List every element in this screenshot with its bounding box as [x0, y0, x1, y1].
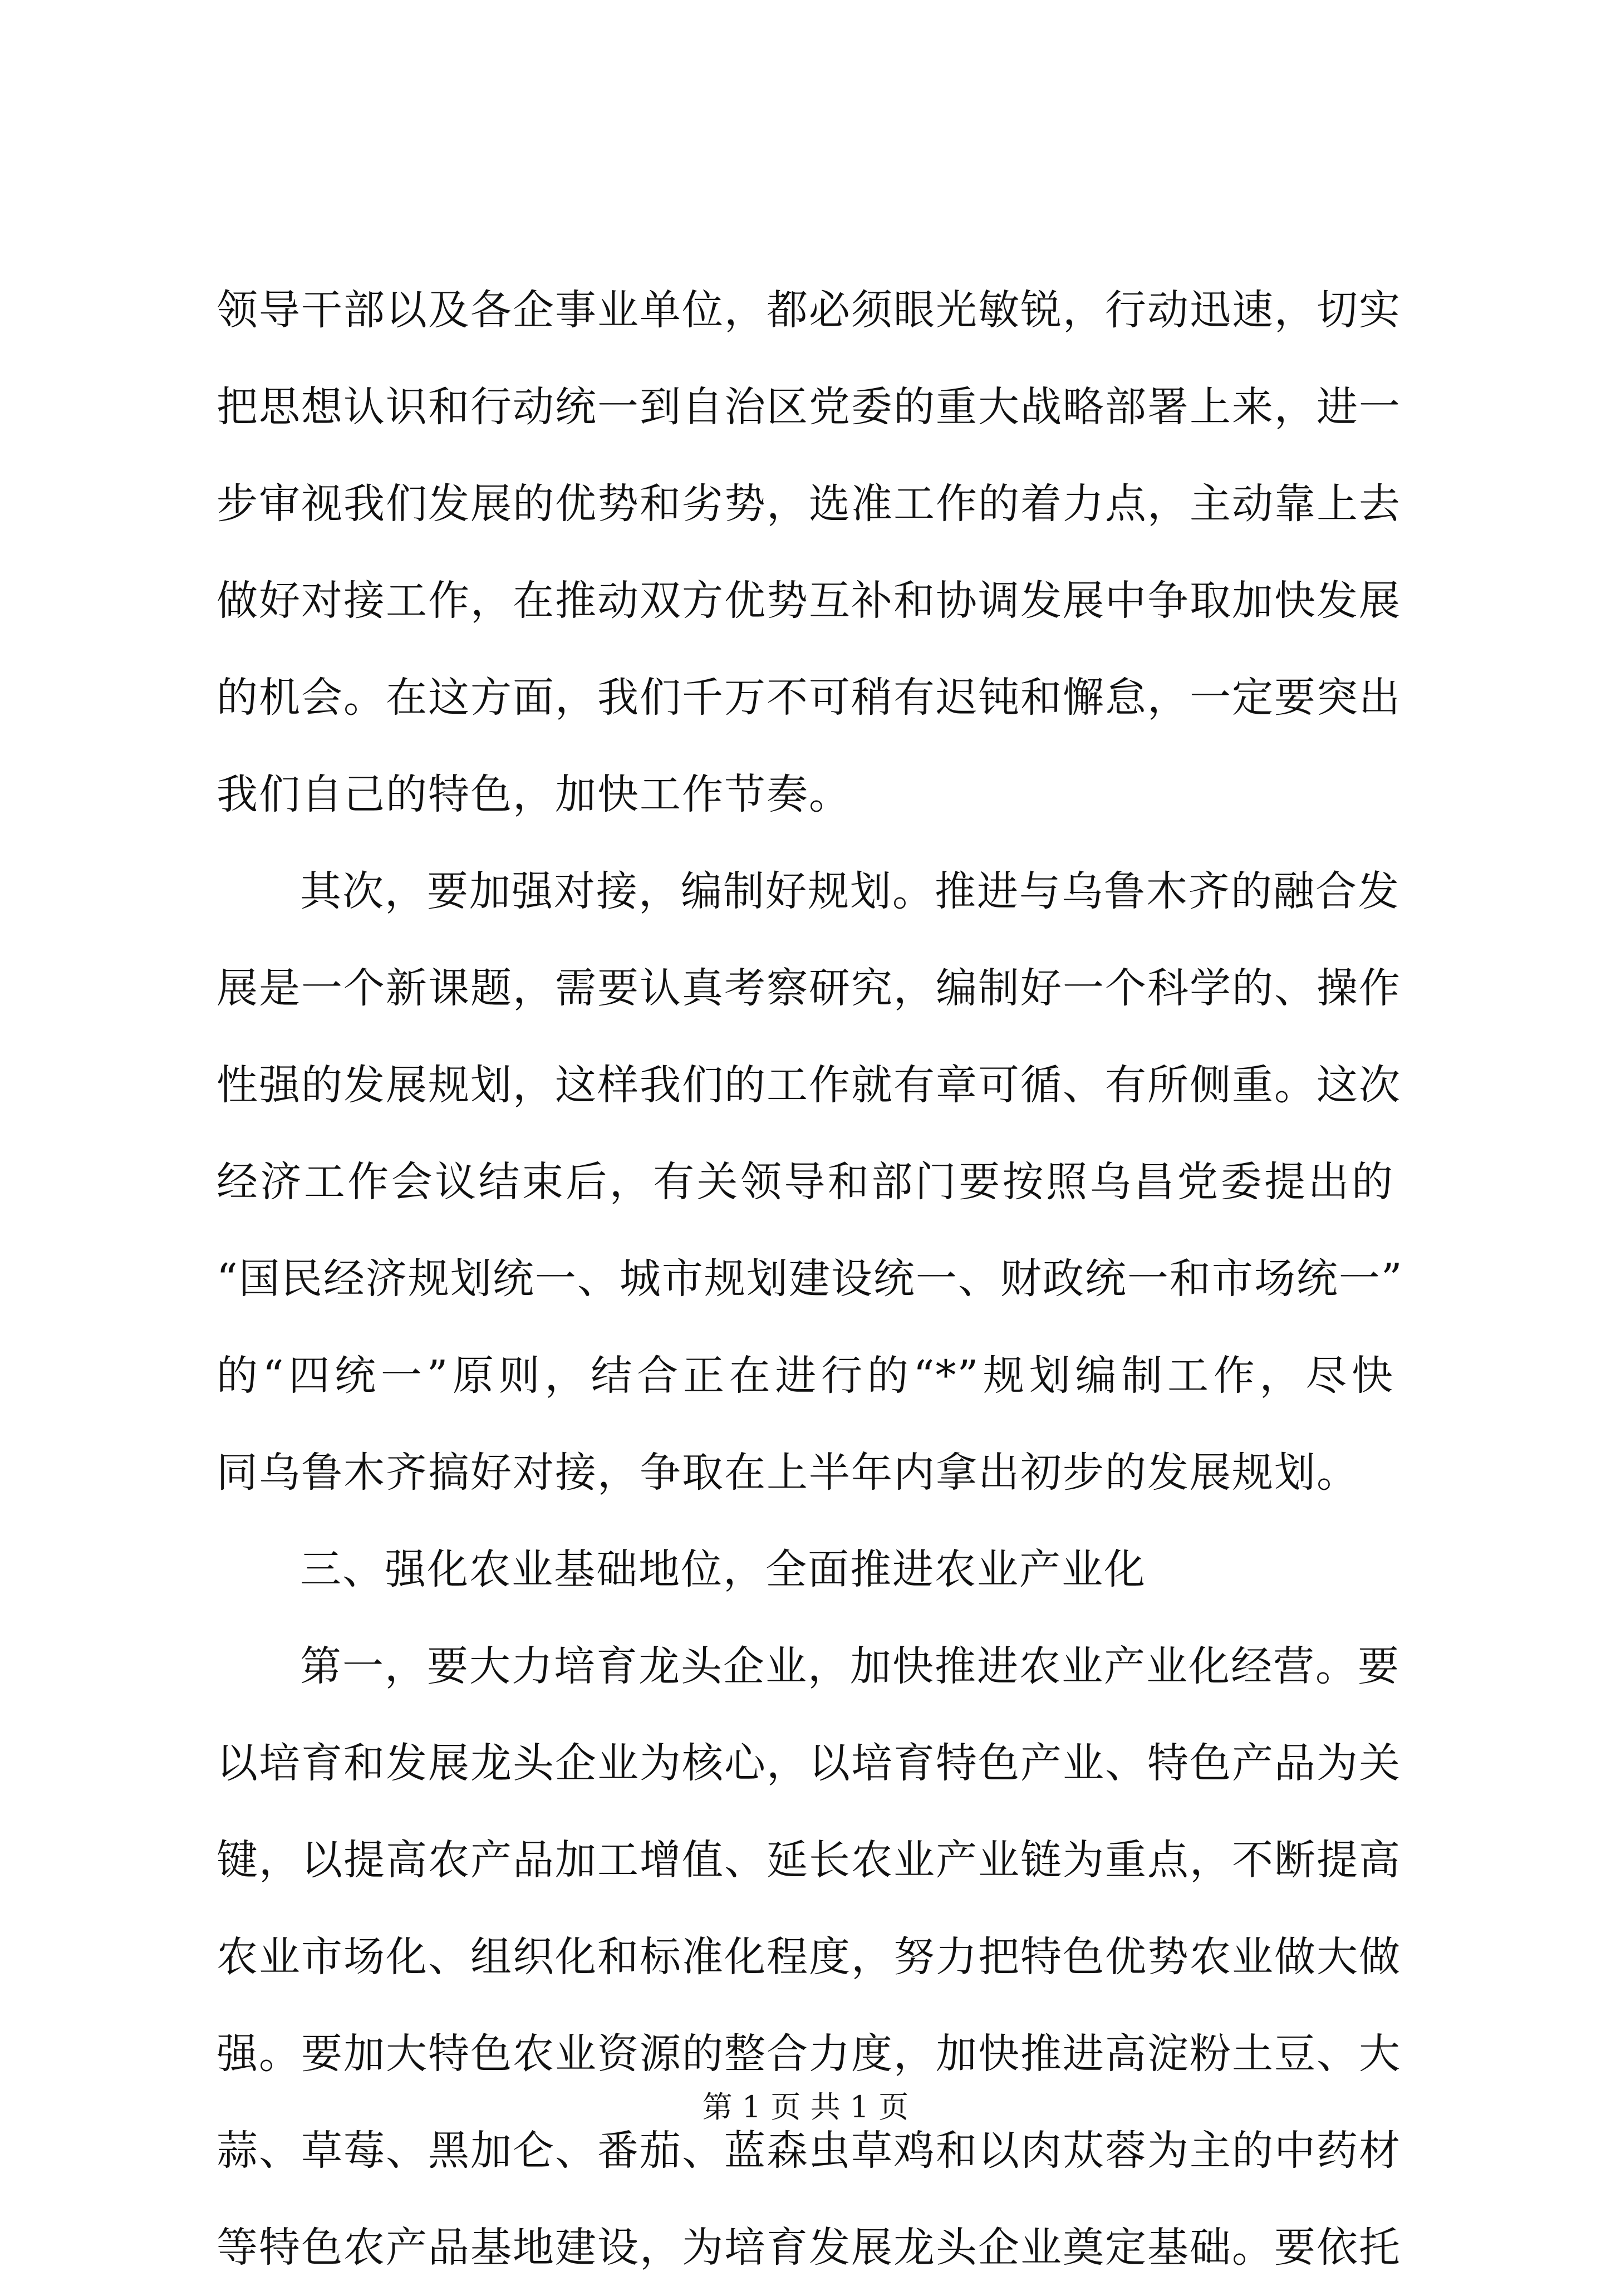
text-line: 蒜、草莓、黑加仑、番茄、蓝森虫草鸡和以肉苁蓉为主的中药材 — [217, 2127, 1401, 2175]
paragraph-start-line: 第一，要大力培育龙头企业，加快推进农业产业化经营。要 — [300, 1642, 1400, 1690]
text-line: 等特色农产品基地建设，为培育发展龙头企业奠定基础。要依托 — [217, 2224, 1401, 2272]
text-line: 键，以提高农产品加工增值、延长农业产业链为重点，不断提高 — [217, 1836, 1401, 1884]
text-line: 做好对接工作，在推动双方优势互补和协调发展中争取加快发展 — [217, 577, 1401, 625]
text-line: 经济工作会议结束后，有关领导和部门要按照乌昌党委提出的 — [217, 1158, 1394, 1206]
paragraph-start-line: 其次，要加强对接，编制好规划。推进与乌鲁木齐的融合发 — [300, 867, 1400, 915]
document-body — [217, 262, 1403, 2296]
text-line: “国民经济规划统一、城市规划建设统一、财政统一和市场统一” — [217, 1255, 1403, 1303]
text-line: 的机会。在这方面，我们千万不可稍有迟钝和懈怠，一定要突出 — [217, 674, 1401, 722]
text-line: 领导干部以及各企事业单位，都必须眼光敏锐，行动迅速，切实 — [217, 286, 1401, 334]
text-line: 性强的发展规划，这样我们的工作就有章可循、有所侧重。这次 — [217, 1061, 1401, 1109]
text-line: 农业市场化、组织化和标准化程度，努力把特色优势农业做大做 — [217, 1933, 1401, 1981]
text-line: 以培育和发展龙头企业为核心，以培育特色产业、特色产品为关 — [217, 1739, 1401, 1787]
text-line: 的“四统一”原则，结合正在进行的“*”规划编制工作，尽快 — [217, 1352, 1394, 1400]
text-line: 强。要加大特色农业资源的整合力度，加快推进高淀粉土豆、大 — [217, 2030, 1401, 2078]
section-heading: 三、强化农业基础地位，全面推进农业产业化 — [300, 1546, 1146, 1593]
text-line: 把思想认识和行动统一到自治区党委的重大战略部署上来，进一 — [217, 383, 1401, 431]
page-footer: 第 1 页 共 1 页 — [702, 2089, 909, 2125]
text-line: 同乌鲁木齐搞好对接，争取在上半年内拿出初步的发展规划。 — [217, 1449, 1359, 1497]
text-line: 步审视我们发展的优势和劣势，选准工作的着力点，主动靠上去 — [217, 480, 1401, 528]
text-line: 展是一个新课题，需要认真考察研究，编制好一个科学的、操作 — [217, 964, 1401, 1012]
text-line: 我们自己的特色，加快工作节奏。 — [217, 771, 851, 818]
